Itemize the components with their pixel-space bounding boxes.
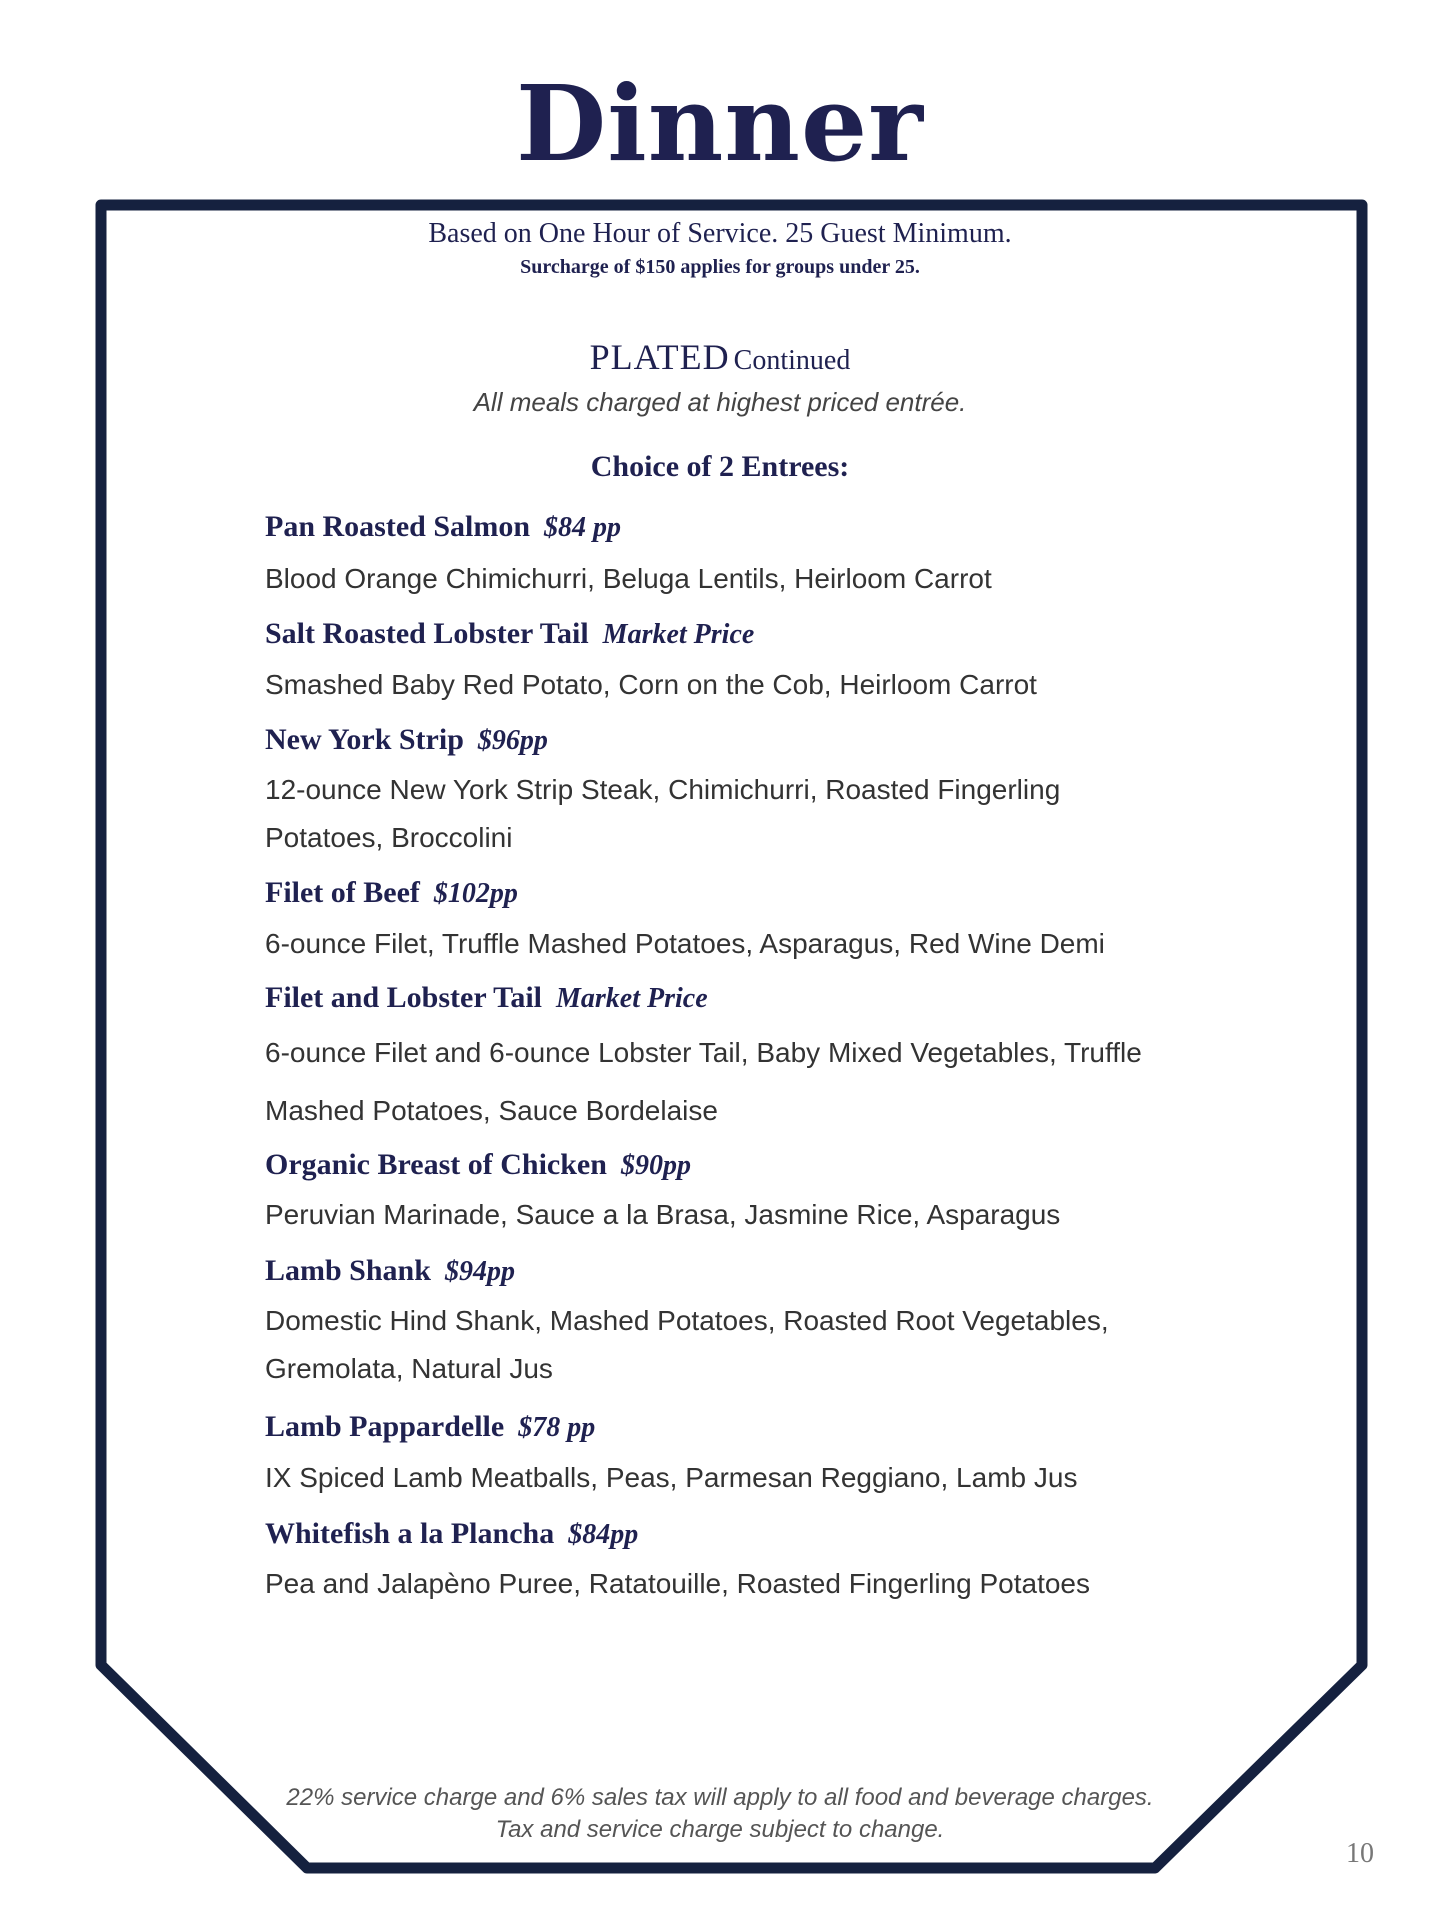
entree-name: Pan Roasted Salmon $84 pp <box>265 510 622 543</box>
section-suffix: Continued <box>733 345 851 376</box>
entree-price: Market Price <box>556 983 708 1014</box>
section-title: PLATED <box>589 337 730 377</box>
entree-description: 6-ounce Filet, Truffle Mashed Potatoes, Asparagus, Red Wine Demi <box>265 928 1105 959</box>
page-number: 10 <box>1346 1838 1374 1869</box>
entree-description: IX Spiced Lamb Meatballs, Peas, Parmesan Reggiano, Lamb Jus <box>265 1462 1078 1493</box>
entree-name: Lamb Shank $94pp <box>265 1254 515 1287</box>
entree-description: 6-ounce Filet and 6-ounce Lobster Tail, Baby Mixed Vegetables, Truffle Mashed Potatoes, Sauce Bordelaise <box>265 1037 1142 1126</box>
entree-name: Filet of Beef $102pp <box>265 876 518 909</box>
entree-name: Filet and Lobster Tail Market Price <box>265 981 708 1014</box>
choice-heading: Choice of 2 Entrees: <box>590 450 850 483</box>
entree-name: New York Strip $96pp <box>265 723 548 756</box>
entree-description: 12-ounce New York Strip Steak, Chimichurri, Roasted Fingerling Potatoes, Broccolini <box>265 774 1061 853</box>
entree-price: $102pp <box>433 878 518 909</box>
entree-name: Lamb Pappardelle $78 pp <box>265 1410 596 1443</box>
entree-description: Smashed Baby Red Potato, Corn on the Cob, Heirloom Carrot <box>265 669 1037 700</box>
entree-price: $96pp <box>477 725 548 756</box>
entree-name: Salt Roasted Lobster Tail Market Price <box>265 617 755 650</box>
entree-price: $94pp <box>444 1256 515 1287</box>
entree-name: Whitefish a la Plancha $84pp <box>265 1517 639 1550</box>
entree-description: Blood Orange Chimichurri, Beluga Lentils, Heirloom Carrot <box>265 563 992 594</box>
pricing-note: All meals charged at highest priced entrée. <box>473 387 967 417</box>
section-heading <box>0 336 1440 378</box>
entree-price: Market Price <box>602 619 755 650</box>
entree-description: Pea and Jalapèno Puree, Ratatouille, Roasted Fingerling Potatoes <box>265 1568 1090 1599</box>
entree-price: $84pp <box>568 1519 639 1550</box>
entree-description: Peruvian Marinade, Sauce a la Brasa, Jasmine Rice, Asparagus <box>265 1199 1061 1230</box>
surcharge-note: Surcharge of $150 applies for groups under 25. <box>520 256 920 278</box>
service-note: Based on One Hour of Service. 25 Guest Minimum. <box>428 218 1012 249</box>
entree-price: $84 pp <box>544 512 622 543</box>
tax-service-note: 22% service charge and 6% sales tax will apply to all food and beverage charges. Tax and service charge subject to change. <box>286 1784 1154 1843</box>
entree-description: Domestic Hind Shank, Mashed Potatoes, Roasted Root Vegetables, Gremolata, Natural Jus <box>265 1305 1109 1384</box>
page-title: Dinner <box>516 62 924 185</box>
entree-price: $90pp <box>620 1150 691 1181</box>
entree-name: Organic Breast of Chicken $90pp <box>265 1148 691 1181</box>
entree-price: $78 pp <box>518 1412 596 1443</box>
